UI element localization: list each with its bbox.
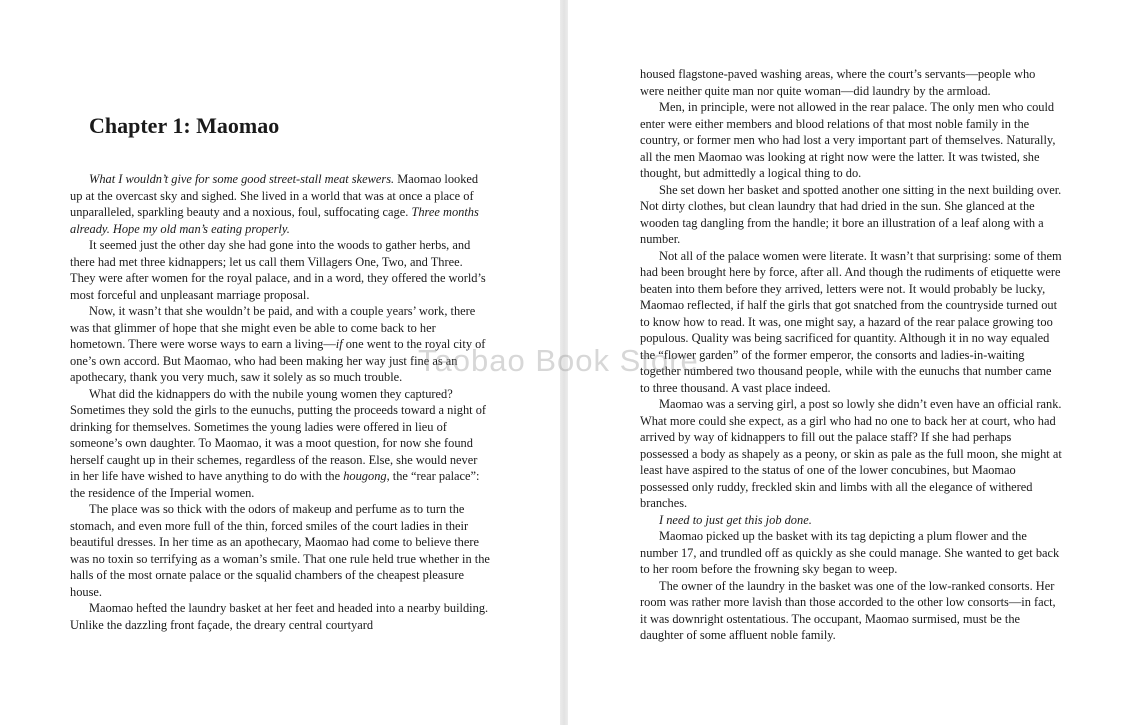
text-run: Now, it wasn’t that she wouldn’t be paid, and with a couple years’ work, there was that glimmer of hope that she might even be able to come back to her hometown. There were worse ways to earn a living— <box>70 304 476 351</box>
text-run: Not all of the palace women were literate. It wasn’t that surprising: some of them had been brought here by force, after all. And though the rudiments of etiquette were beaten into them before they arrived, letters were not. It would probably be lucky, Maomao reflected, if half the girls that got snatched from the countryside turned out to know how to read. It was, one might say, a hazard of the rear palace growing too populous. Quality was being sacrificed for quantity. Although it in no way equaled the “flower garden” of the former emperor, the consorts and ladies-in-waiting together numbered two thousand people, while with the eunuchs that number came to three thousand. A vast place indeed. <box>640 248 1062 395</box>
paragraph <box>70 501 490 600</box>
left-paragraphs <box>70 171 490 633</box>
text-run: one went to the royal city of one’s own accord. But Maomao, who had been making her way just fine as an apothecary, thank you very much, saw it solely as so much trouble. <box>70 337 486 384</box>
text-run: , the “rear palace”: the residence of the Imperial women. <box>70 469 480 500</box>
text-run: Maomao was a serving girl, a post so lowly she didn’t even have an official rank. What more could she expect, as a girl who had no one to back her at court, who had arrived by way of kidnappers to fill out the palace staff? If she had perhaps possessed a body as shapely as a peony, or skin as pale as the full moon, she might at least have aspired to the status of one of the lower concubines, but Maomao possessed only ruddy, freckled skin and limbs with all the elegance of withered branches. <box>640 397 1062 510</box>
left-page <box>0 0 560 725</box>
paragraph <box>640 578 1062 644</box>
text-run: Maomao picked up the basket with its tag depicting a plum flower and the number 17, and trundled off as quickly as she could manage. She wanted to get back to her room before the frowning sky began to weep. <box>640 529 1060 576</box>
text-run: Men, in principle, were not allowed in the rear palace. The only men who could enter were either members and blood relations of that most noble family in the country, or former men who had lost a very important part of themselves. Naturally, all the men Maomao was looking at right now were the latter. It was twisted, she thought, but admittedly a logical thing to do. <box>640 100 1056 180</box>
paragraph <box>640 396 1062 512</box>
paragraph <box>640 66 1062 99</box>
paragraph <box>640 512 1062 529</box>
paragraph <box>70 237 490 303</box>
paragraph <box>640 248 1062 397</box>
chapter-title: Chapter 1: Maomao <box>89 113 280 138</box>
left-text-column <box>70 113 490 633</box>
right-paragraphs <box>640 66 1062 644</box>
text-run: Maomao looked up at the overcast sky and sighed. She lived in a world that was at once a place of unparalleled, sparkling beauty and a noxious, foul, suffocating cage. <box>70 172 479 219</box>
text-run: Maomao hefted the laundry basket at her feet and headed into a nearby building. Unlike the dazzling front façade, the dreary central courtyard <box>70 601 489 632</box>
text-run: The place was so thick with the odors of makeup and perfume as to turn the stomach, and even more full of the thin, forced smiles of the court ladies in their beautiful dresses. In her time as an apothecary, Maomao had come to believe there was no toxin so terrifying as a woman’s smile. That one rule held true whether in the halls of the most ornate palace or the squalid chambers of the cheapest pleasure house. <box>70 502 490 599</box>
right-text-column <box>640 66 1062 644</box>
italic-text: if <box>335 337 343 351</box>
paragraph <box>640 528 1062 578</box>
paragraph <box>640 99 1062 182</box>
text-run: It seemed just the other day she had gone into the woods to gather herbs, and there had met three kidnappers; let us call them Villagers One, Two, and Three. They were after women for the royal palace, and in a word, they offered the world’s most forceful and unpleasant marriage proposal. <box>70 238 486 302</box>
page-gutter <box>560 0 568 725</box>
text-run: housed flagstone-paved washing areas, where the court’s servants—people who were neither quite man nor quite woman—did laundry by the armload. <box>640 67 1036 98</box>
text-run: The owner of the laundry in the basket was one of the low-ranked consorts. Her room was rather more lavish than those accorded to the other low consorts—in fact, it was downright ostentatious. The occupant, Maomao surmised, must be the daughter of some affluent noble family. <box>640 578 1056 642</box>
paragraph <box>70 171 490 237</box>
italic-text: Three months already. Hope my old man’s eating properly. <box>70 205 479 236</box>
text-run: What did the kidnappers do with the nubile young women they captured? Sometimes they sold the girls to the eunuchs, putting the proceeds toward a night of drinking for themselves. Sometimes the young ladies were offered in lieu of someone’s own daughter. To Maomao, it was a moot question, for now she found herself caught up in their schemes, regardless of the reason. Else, she would never in her life have wished to have anything to do with the <box>70 386 487 483</box>
paragraph <box>70 600 490 633</box>
paragraph <box>70 386 490 502</box>
italic-text: I need to just get this job done. <box>659 512 812 527</box>
right-page <box>568 0 1129 725</box>
italic-text: What I wouldn’t give for some good street-stall meat skewers. <box>89 172 395 186</box>
paragraph <box>70 303 490 386</box>
italic-text: hougong <box>343 469 387 483</box>
text-run: She set down her basket and spotted another one sitting in the next building over. Not dirty clothes, but clean laundry that had dried in the sun. She glanced at the wooden tag dangling from the handle; it bore an illustration of a leaf along with a number. <box>640 182 1062 246</box>
paragraph <box>640 182 1062 248</box>
watermark: Taobao Book Store <box>418 343 699 378</box>
